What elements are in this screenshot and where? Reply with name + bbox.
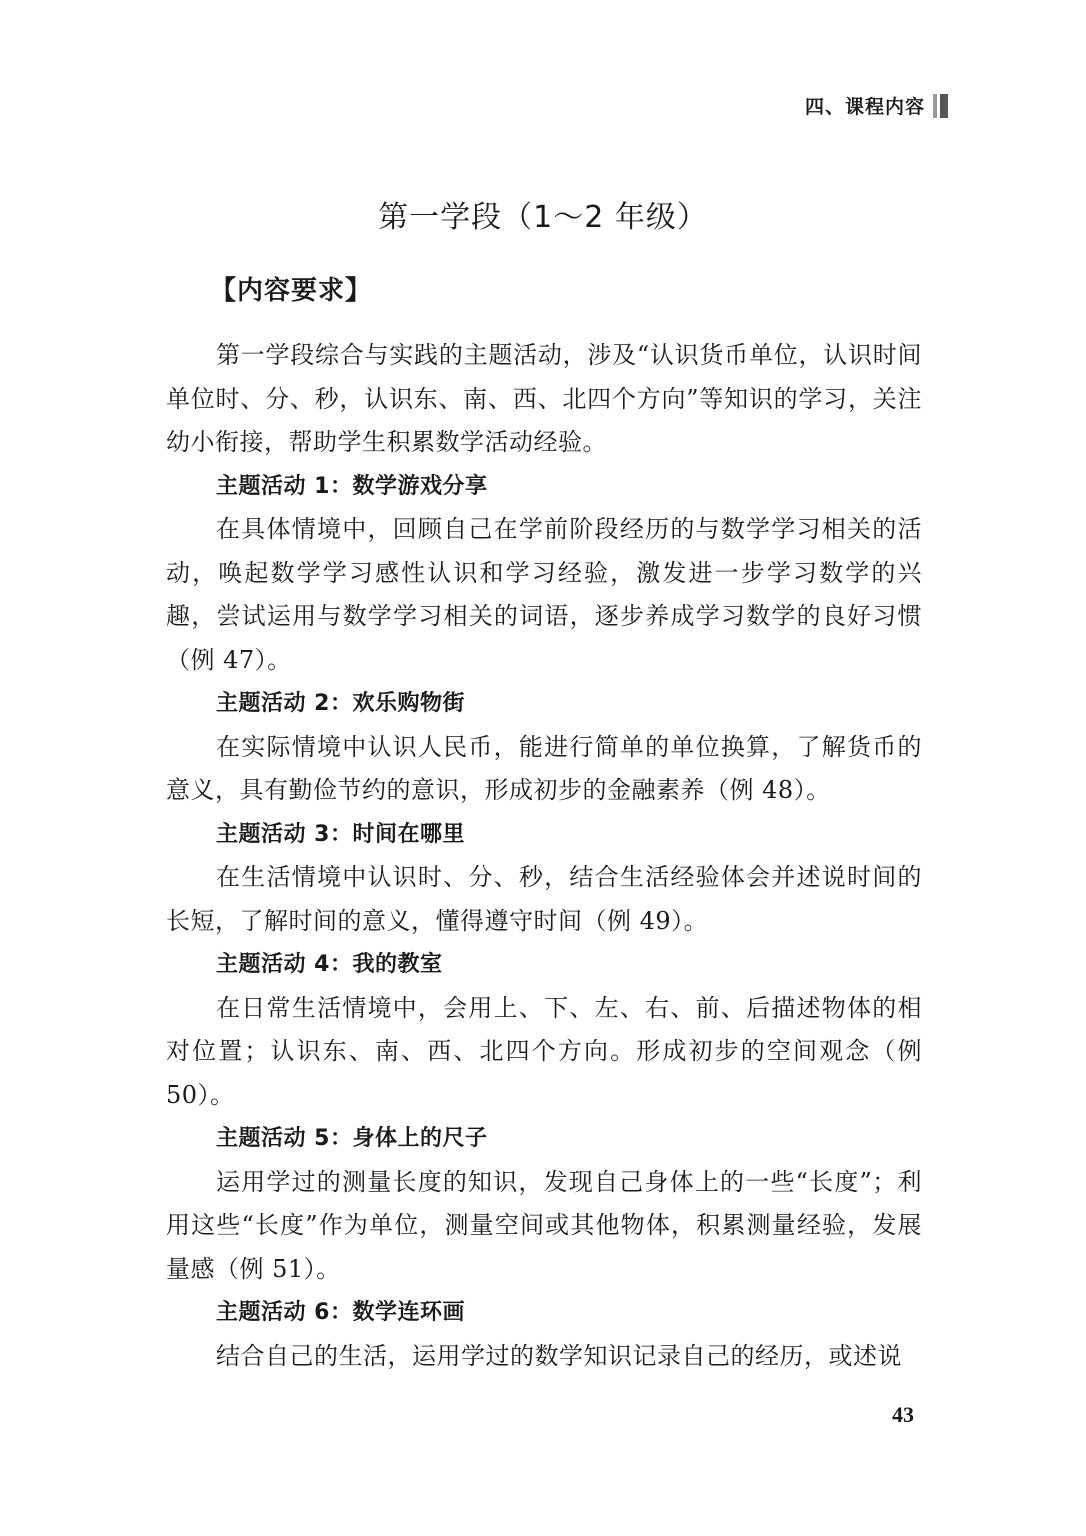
body-text [166, 334, 922, 1378]
running-head-bars [933, 94, 948, 118]
topic-text-4: 在日常生活情境中，会用上、下、左、右、前、后描述物体的相对位置；认识东、南、西、北四个方向。形成初步的空间观念（例 50）。 [166, 993, 922, 1109]
topic-heading-4: 主题活动 4：我的教室 [216, 952, 443, 977]
topic-heading-6: 主题活动 6：数学连环画 [216, 1300, 465, 1325]
intro-paragraph: 第一学段综合与实践的主题活动，涉及“认识货币单位，认识时间单位时、分、秒，认识东、南、西、北四个方向”等知识的学习，关注幼小衔接，帮助学生积累数学活动经验。 [166, 341, 922, 456]
page-number: 43 [892, 1402, 914, 1427]
section-heading: 【内容要求】 [210, 276, 373, 306]
topic-heading-5: 主题活动 5：身体上的尺子 [216, 1126, 488, 1151]
topic-heading-1: 主题活动 1：数学游戏分享 [216, 473, 488, 499]
running-head [805, 92, 948, 119]
running-head-bar-dark [940, 94, 948, 118]
topic-heading-2: 主题活动 2：欢乐购物街 [216, 691, 465, 716]
topic-text-1: 在具体情境中，回顾自己在学前阶段经历的与数学学习相关的活动，唤起数学学习感性认识和学习经验，激发进一步学习数学的兴趣，尝试运用与数学学习相关的词语，逐步养成学习数学的良好习惯（例 47）。 [166, 515, 922, 674]
topic-text-6: 结合自己的生活，运用学过的数学知识记录自己的经历，或述说 [216, 1341, 902, 1370]
page-title: 第一学段（1～2 年级） [378, 200, 708, 235]
topic-text-2: 在实际情境中认识人民币，能进行简单的单位换算，了解货币的意义，具有勤俭节约的意识，形成初步的金融素养（例 48）。 [166, 732, 922, 804]
topic-text-5: 运用学过的测量长度的知识，发现自己身体上的一些“长度”；利用这些“长度”作为单位，测量空间或其他物体，积累测量经验，发展量感（例 51）。 [166, 1167, 922, 1283]
running-head-bar-light [933, 94, 937, 118]
topic-heading-3: 主题活动 3：时间在哪里 [216, 821, 465, 847]
topic-text-3: 在生活情境中认识时、分、秒，结合生活经验体会并述说时间的长短，了解时间的意义，懂得遵守时间（例 49）。 [166, 863, 922, 935]
running-head-text: 四、课程内容 [804, 96, 925, 118]
